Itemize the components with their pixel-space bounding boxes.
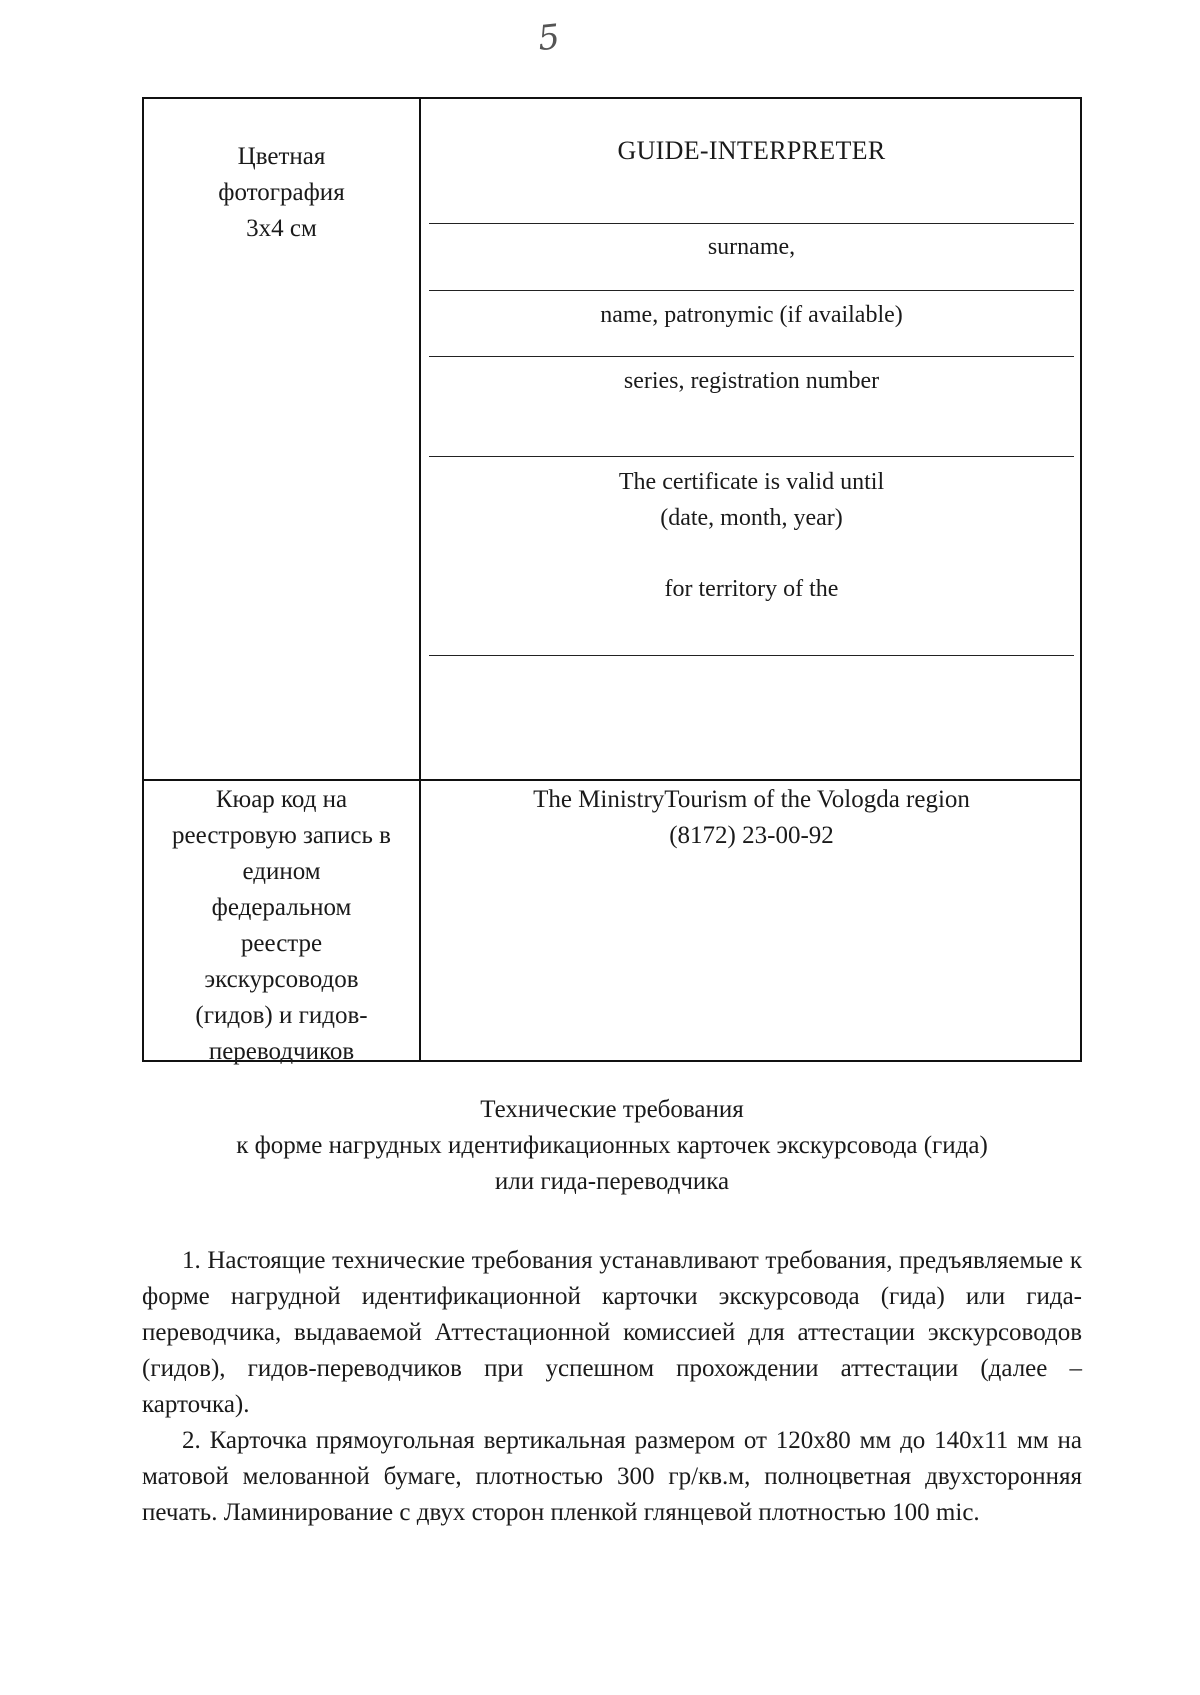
qr-label-line: переводчиков [208,1038,355,1065]
section-title-line: или гида-переводчика [494,1168,730,1195]
paragraph-1: 1. Настоящие технические требования устанавливают требования, предъявляемые к форме нагрудной идентификационной карточки экскурсовода (гида) или гида-переводчика, выдаваемой Аттестационной комиссией для аттестации экскурсоводов (гидов), гидов-переводчиков при успешном прохождении аттестации (далее – карточка). [142,1247,1082,1418]
qr-label-line: едином [242,858,321,885]
photo-label-line: 3x4 см [246,215,317,242]
field-label-surname: surname, [707,234,796,260]
qr-label-line: реестре [240,930,323,957]
field-label-name: name, patronymic (if available) [600,302,903,328]
photo-placeholder-label [144,139,419,247]
field-line [429,223,1074,224]
qr-label-line: реестровую запись в [172,822,391,849]
qr-label-line: Кюар код на [215,786,348,813]
ministry-phone: (8172) 23-00-92 [669,822,834,849]
photo-label-line: Цветная [237,143,326,170]
section-title-line: к форме нагрудных идентификационных карточек экскурсовода (гида) [236,1132,988,1159]
field-label-registration: series, registration number [623,368,880,394]
field-line [429,655,1074,656]
photo-label-line: фотография [218,179,345,206]
validity-text: The certificate is valid until [618,469,885,495]
territory-label: for territory of the [664,576,839,602]
section-title [142,1092,1082,1200]
ministry-name: The MinistryTourism of the Vologda region [533,786,970,813]
qr-label-line: федеральном [211,894,352,921]
field-line [429,290,1074,291]
qr-label-line: (гидов) и гидов- [195,1002,368,1029]
field-line [429,356,1074,357]
row-divider [144,779,1080,781]
validity-date-hint: (date, month, year) [660,505,843,531]
section-title-line: Технические требования [480,1096,744,1123]
page-number: 5 [535,16,562,60]
qr-label-line: экскурсоводов [204,966,359,993]
id-card-form [142,97,1082,1065]
qr-code-label [144,782,419,1070]
ministry-info [421,782,1082,854]
card-title: GUIDE-INTERPRETER [617,136,886,165]
paragraph-2: 2. Карточка прямоугольная вертикальная размером от 120x80 мм до 140x11 мм на матовой мелованной бумаге, плотностью 300 гр/кв.м, полноцветная двухсторонняя печать. Ламинирование с двух сторон пленкой глянцевой плотностью 100 mic. [142,1427,1082,1526]
field-line [429,456,1074,457]
requirements-body [142,1243,1082,1531]
